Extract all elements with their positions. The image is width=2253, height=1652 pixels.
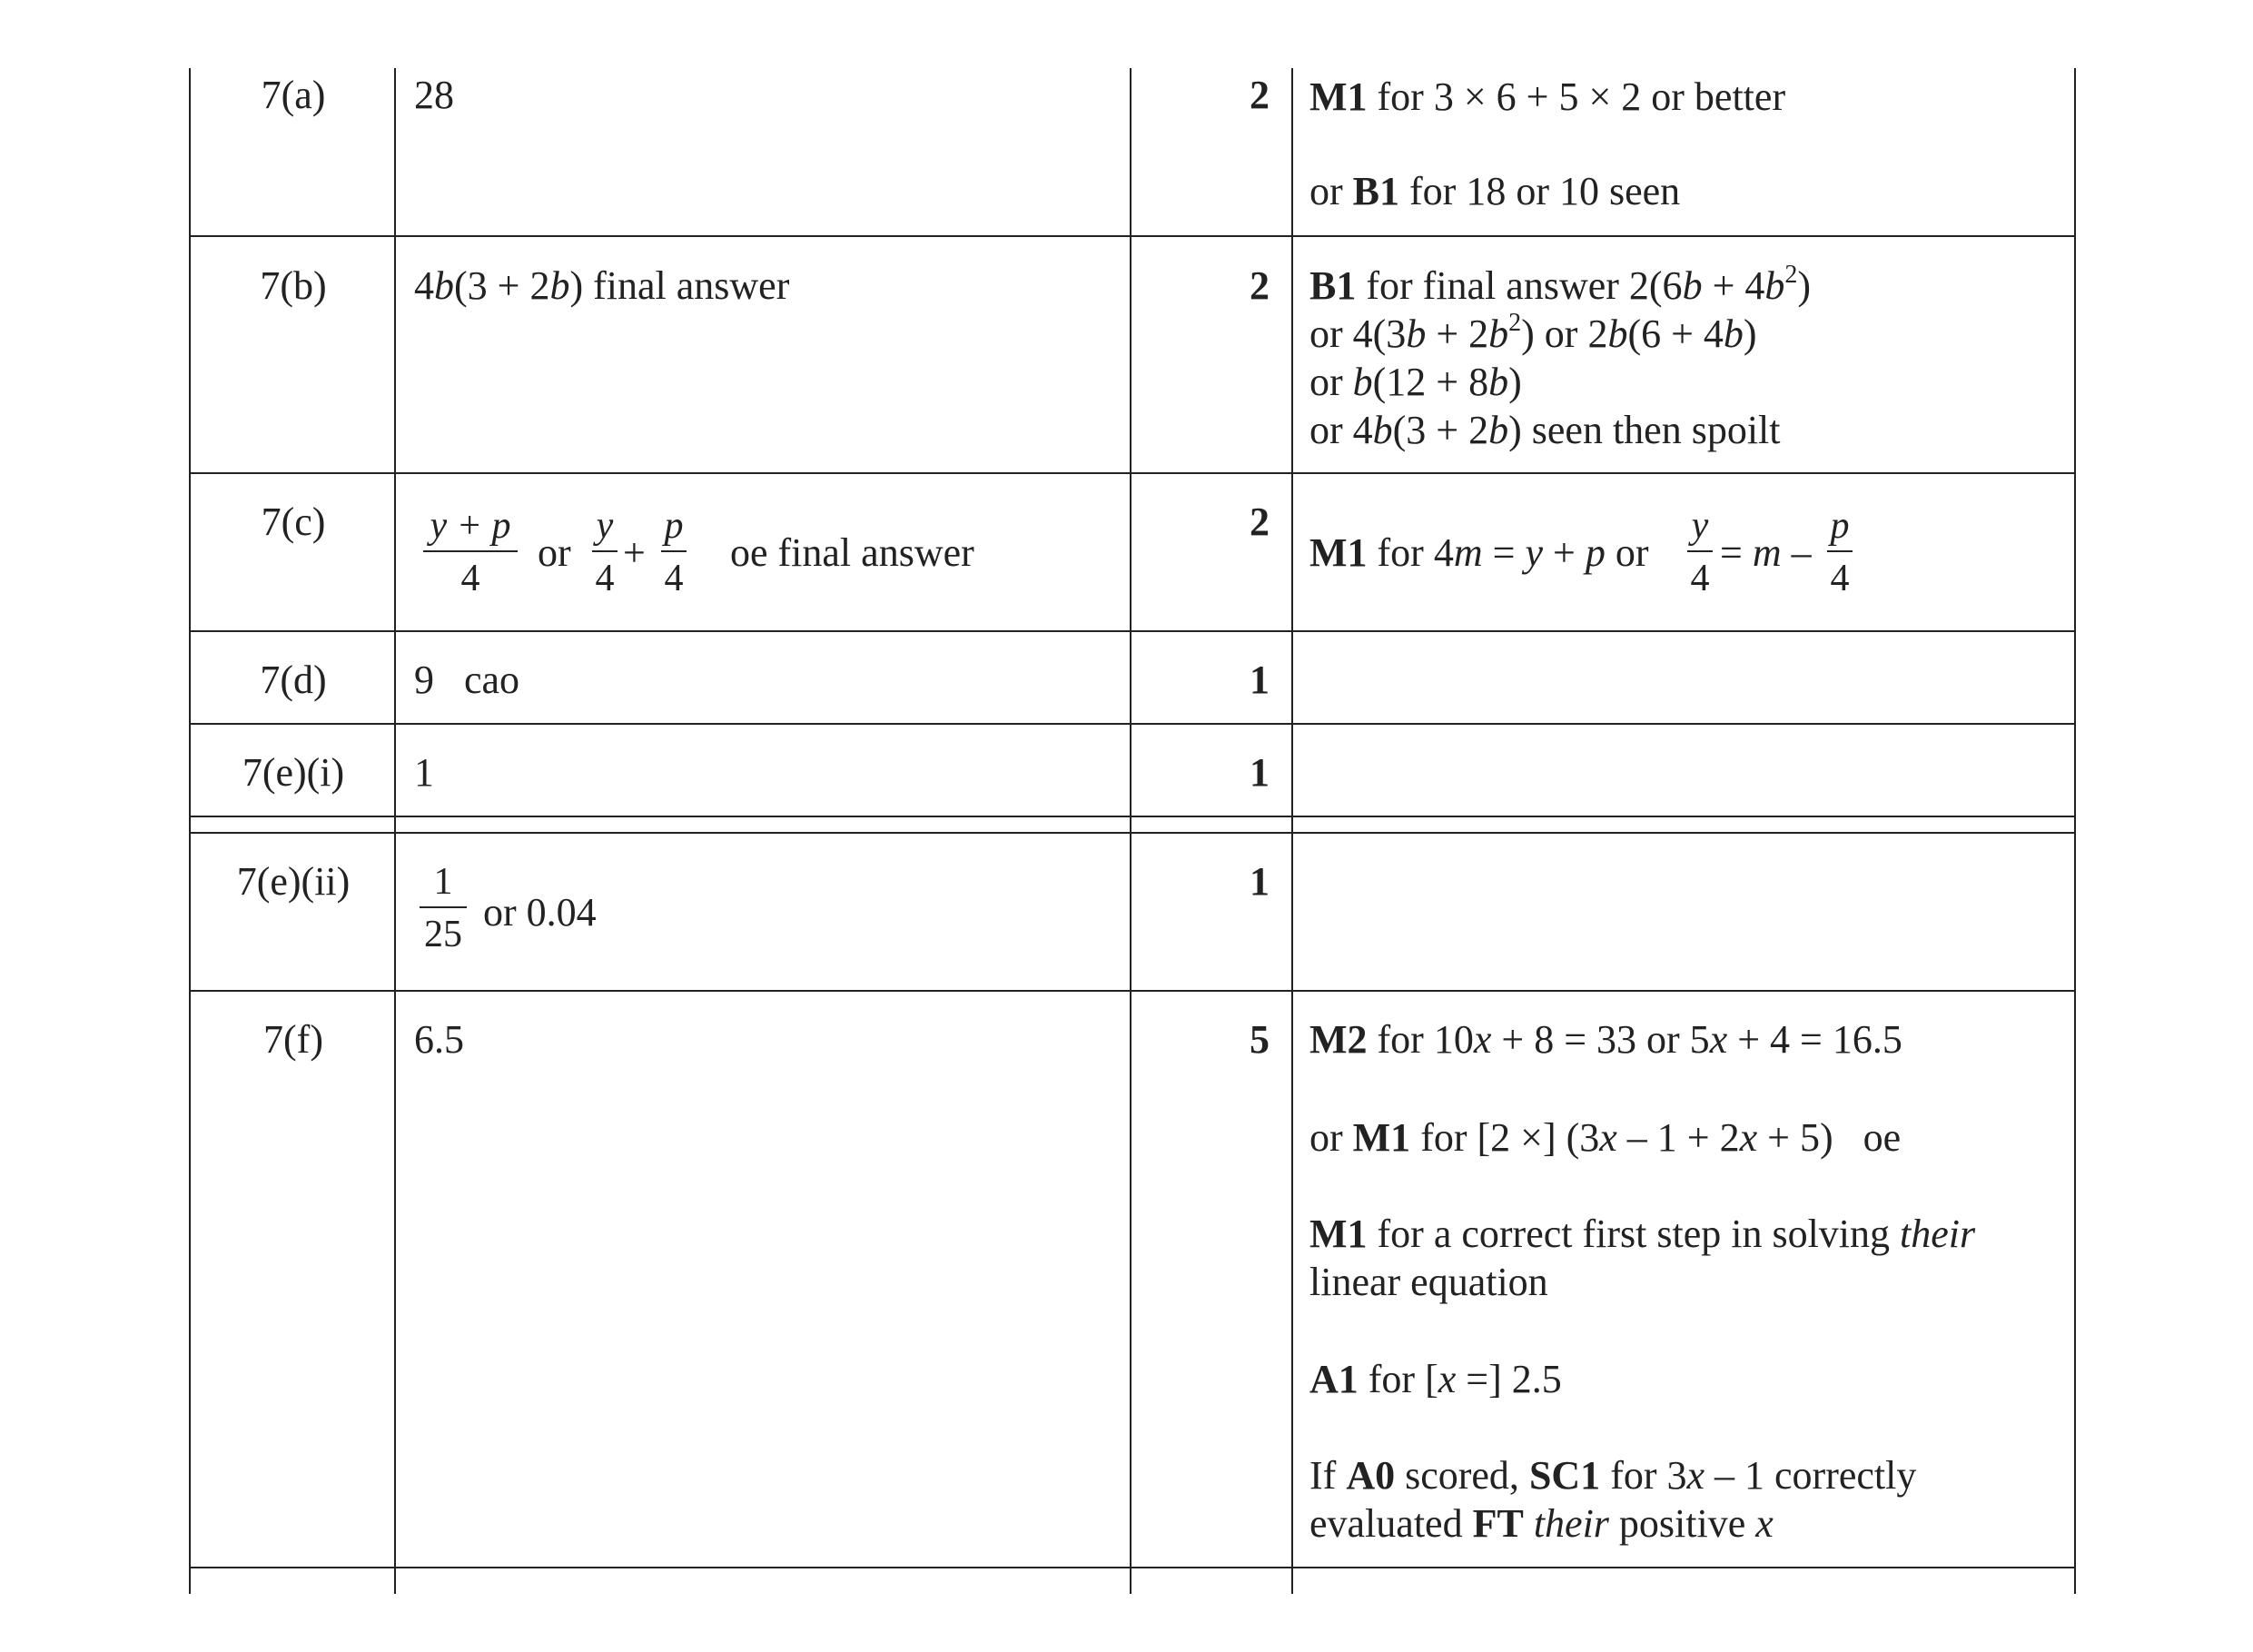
guidance-line: If A0 scored, SC1 for 3x – 1 correctly (1309, 1453, 1917, 1498)
guidance-line: M1 for 4m = y + p or (1309, 530, 1649, 575)
guidance-line: M1 for 3 × 6 + 5 × 2 or better (1309, 74, 1786, 119)
question-number: 7(d) (260, 658, 327, 702)
guidance-mark: B1 (1352, 169, 1400, 213)
fraction-numerator: y (596, 505, 614, 547)
marks-value: 5 (1250, 1017, 1270, 1062)
fraction-numerator: 1 (433, 861, 453, 903)
fraction-numerator: p (1830, 505, 1850, 547)
guidance-method-mark: M1 (1309, 74, 1368, 119)
guidance-line: or 4b(3 + 2b) seen then spoilt (1309, 408, 1781, 452)
row-divider (189, 472, 2076, 474)
guidance-line: or B1 for 18 or 10 seen (1309, 169, 1681, 213)
marks-value: 1 (1250, 859, 1270, 904)
question-number: 7(e)(ii) (236, 859, 351, 904)
fraction-numerator: y (1691, 505, 1709, 547)
guidance-fraction (1687, 505, 1713, 599)
answer-fraction (592, 505, 618, 599)
row-divider (189, 630, 2076, 632)
fraction-denominator: 4 (664, 558, 684, 599)
question-number: 7(b) (260, 263, 327, 308)
question-number: 7(f) (263, 1017, 323, 1062)
marks-value: 2 (1250, 263, 1270, 308)
guidance-fraction (1827, 505, 1853, 599)
marks-value: 2 (1250, 73, 1270, 117)
guidance-line: or $4(3b + 2b^2)$ or 2b(6 + 4b) (1309, 309, 1757, 356)
marks-value: 1 (1250, 750, 1270, 795)
guidance-equation: = m – (1720, 530, 1812, 575)
guidance-line: B1 for final answer $2(6b + 4b^2)$ (1309, 261, 1812, 308)
answer-text: 1 (414, 750, 434, 795)
row-divider (189, 723, 2076, 725)
fraction-denominator: 4 (595, 558, 615, 599)
question-number: 7(a) (261, 73, 326, 117)
answer-text: 9 cao (414, 658, 520, 702)
question-number: 7(c) (261, 500, 326, 544)
row-divider (189, 235, 2076, 237)
guidance-line: evaluated FT their positive x (1309, 1501, 1774, 1546)
column-divider-guidance (1291, 68, 1293, 1594)
guidance-line: linear equation (1309, 1260, 1548, 1304)
answer-connector: or (538, 530, 571, 575)
fraction-denominator: 4 (1690, 558, 1710, 599)
table-border-right (2074, 68, 2076, 1594)
answer-fraction (420, 861, 467, 955)
guidance-line: M2 for 10x + 8 = 33 or 5x + 4 = 16.5 (1309, 1017, 1902, 1062)
answer-text: or 0.04 (483, 890, 597, 935)
answer-fraction (423, 505, 518, 599)
marks-value: 1 (1250, 658, 1270, 702)
guidance-line: M1 for a correct first step in solving their (1309, 1212, 1976, 1256)
marks-value: 2 (1250, 500, 1270, 544)
row-divider (189, 990, 2076, 992)
answer-text: 28 (414, 73, 454, 117)
row-divider (189, 832, 2076, 834)
fraction-denominator: 25 (424, 914, 462, 955)
row-divider (189, 816, 2076, 817)
guidance-line: or M1 for [2 ×] (3x – 1 + 2x + 5) oe (1309, 1115, 1902, 1160)
fraction-numerator: p (664, 505, 684, 547)
question-number: 7(e)(i) (242, 750, 345, 795)
fraction-denominator: 4 (460, 558, 480, 599)
fraction-denominator: 4 (1830, 558, 1850, 599)
row-divider (189, 1567, 2076, 1568)
answer-operator: + (623, 530, 646, 575)
answer-text: 6.5 (414, 1017, 464, 1062)
guidance-line: or b(12 + 8b) (1309, 360, 1522, 404)
answer-text: 4b(3 + 2b) final answer (414, 263, 790, 308)
answer-text: oe final answer (730, 530, 974, 575)
guidance-line: A1 for [x =] 2.5 (1309, 1357, 1562, 1401)
fraction-numerator: y + p (430, 505, 511, 547)
answer-fraction (661, 505, 687, 599)
